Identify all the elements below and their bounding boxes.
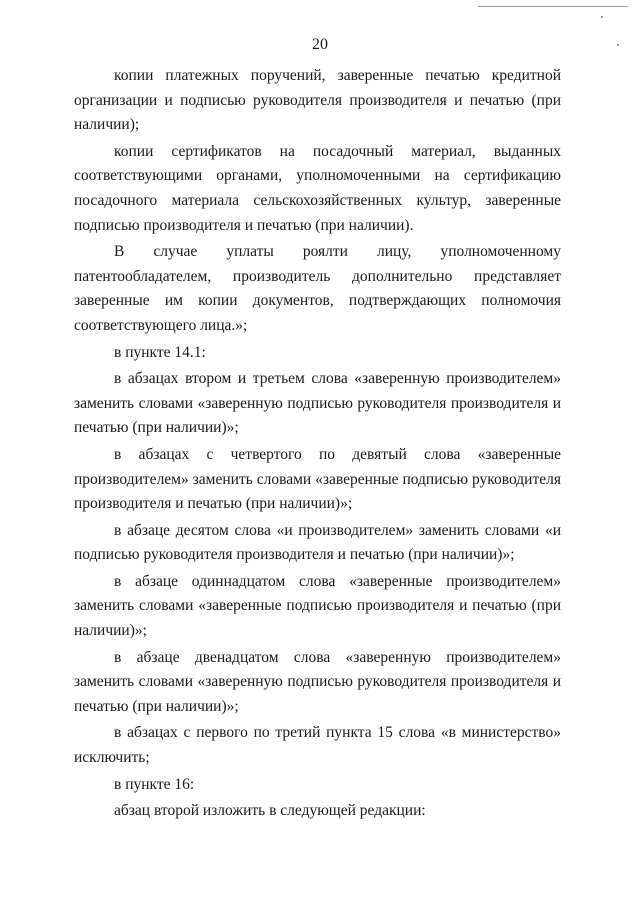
paragraph-tenth: в абзаце десятом слова «и производителем» заменить словами «и подписью руководителя производителя и печатью (при наличии)»; bbox=[74, 521, 561, 564]
header-rule bbox=[478, 6, 628, 7]
paragraph-fourth-ninth: в абзацах с четвертого по девятый слова «заверенные производителем» заменить словами «заверенные подписью руководителя производителя и печатью (при наличии)»; bbox=[74, 445, 561, 513]
paragraph-second-wording: абзац второй изложить в следующей редакции: bbox=[114, 802, 426, 820]
paragraph-twelfth: в абзаце двенадцатом слова «заверенную производителем» заменить словами «заверенную подписью руководителя производителя и печатью (при наличии)»; bbox=[74, 648, 561, 715]
scan-speck bbox=[601, 16, 603, 18]
paragraph-second-third: в абзацах втором и третьем слова «заверенную производителем» заменить словами «заверенную подписью руководителя производителя и печатью (при наличии)»; bbox=[74, 370, 561, 437]
paragraph-certificates: копии сертификатов на посадочный материал, выданных соответствующими органами, уполномоченными на сертификацию посадочного материала сельскохозяйственных культур, заверенные подписью производителя и печатью (при наличии). bbox=[74, 142, 561, 234]
page-number: 20 bbox=[312, 36, 328, 53]
paragraph-clause-14-1: в пункте 14.1: bbox=[114, 343, 206, 361]
document-body bbox=[74, 64, 561, 824]
paragraph-clause-16: в пункте 16: bbox=[114, 775, 195, 793]
paragraph-royalty: В случае уплаты роялти лицу, уполномоченному патентообладателем, производитель дополнительно представляет заверенные им копии документов, подтверждающих полномочия соответствующего лица.»; bbox=[74, 243, 561, 334]
paragraph-payment-orders: копии платежных поручений, заверенные печатью кредитной организации и подписью руководителя производителя и печатью (при наличии); bbox=[74, 67, 561, 134]
paragraph-eleventh: в абзаце одиннадцатом слова «заверенные производителем» заменить словами «заверенные подписью производителя и печатью (при наличии)»; bbox=[74, 572, 561, 640]
paragraph-clause-15: в абзацах с первого по третий пункта 15 слова «в министерство» исключить; bbox=[74, 724, 561, 767]
